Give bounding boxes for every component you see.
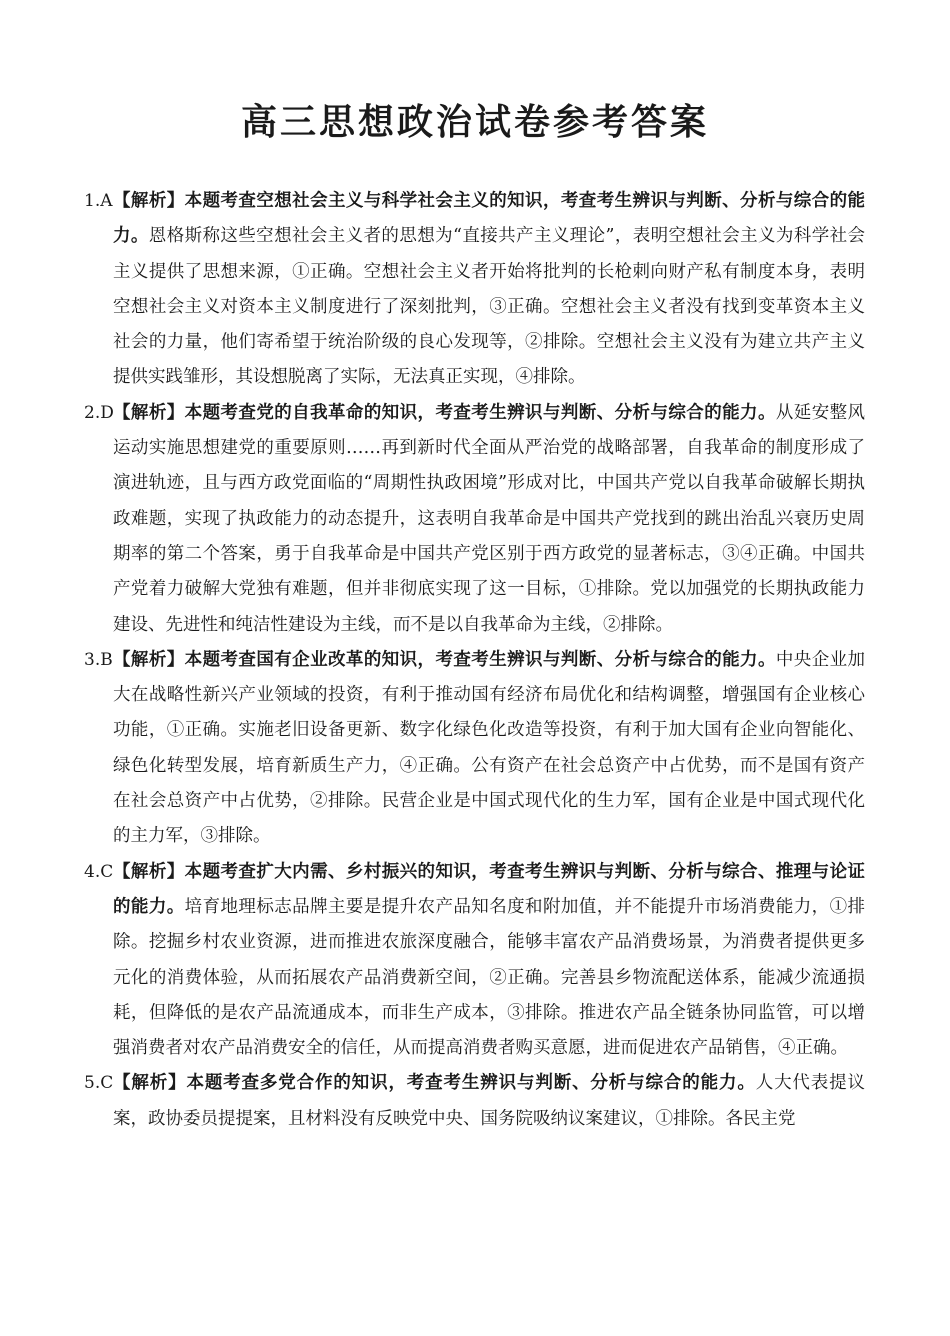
question-number: 1.A: [84, 191, 113, 211]
answer-item-2: [70, 396, 865, 643]
analysis-lead: 本题考查国有企业改革的知识，考查考生辨识与判断、分析与综合的能力。: [184, 649, 776, 670]
analysis-body: 人大代表提议案，政协委员提提案，且材料没有反映党中央、国务院吸纳议案建议，①排除。各民主党: [113, 1073, 866, 1129]
question-number: 5.C: [84, 1073, 114, 1094]
analysis-tag: 【解析】: [113, 402, 185, 423]
question-number: 2.D: [84, 402, 114, 423]
answer-list: [70, 184, 865, 1137]
question-number: 3.B: [84, 649, 113, 670]
analysis-tag: 【解析】: [113, 191, 185, 211]
answer-item-5: [70, 1066, 865, 1137]
analysis-lead: 本题考查党的自我革命的知识，考查考生辨识与判断、分析与综合的能力。: [184, 402, 776, 423]
analysis-tag: 【解析】: [113, 861, 185, 882]
analysis-lead: 本题考查多党合作的知识，考查考生辨识与判断、分析与综合的能力。: [186, 1073, 756, 1094]
answer-item-4: [70, 855, 865, 1067]
analysis-body: 恩格斯称这些空想社会主义者的思想为“直接共产主义理论”，表明空想社会主义为科学社会主义提供了思想来源，①正确。空想社会主义者开始将批判的长枪刺向财产私有制度本身，表明空想社会主义对资本主义制度进行了深刻批判，③正确。空想社会主义者没有找到变革资本主义社会的力量，他们寄希望于统治阶级的良心发现等，②排除。空想社会主义没有为建立共产主义提供实践雏形，其设想脱离了实际，无法真正实现，④排除。: [113, 226, 866, 388]
page-title: 高三思想政治试卷参考答案: [240, 102, 709, 143]
analysis-lead: 本题考查空想社会主义与科学社会主义的知识，考查考生辨识与判断、分析与综合的能力。: [113, 191, 866, 247]
analysis-tag: 【解析】: [113, 649, 185, 670]
analysis-tag: 【解析】: [113, 1073, 187, 1094]
answer-item-1: [70, 184, 865, 396]
answer-item-3: [70, 643, 865, 855]
question-number: 4.C: [84, 861, 114, 882]
analysis-body: 培育地理标志品牌主要是提升农产品知名度和附加值，并不能提升市场消费能力，①排除。挖掘乡村农业资源，进而推进农旅深度融合，能够丰富农产品消费场景，为消费者提供更多元化的消费体验，从而拓展农产品消费新空间，②正确。完善县乡物流配送体系，能减少流通损耗，但降低的是农产品流通成本，而非生产成本，③排除。推进农产品全链条协同监管，可以增强消费者对农产品消费安全的信任，从而提高消费者购买意愿，进而促进农产品销售，④正确。: [113, 896, 866, 1059]
analysis-body: 从延安整风运动实施思想建党的重要原则……再到新时代全面从严治党的战略部署，自我革命的制度形成了演进轨迹，且与西方政党面临的“周期性执政困境”形成对比，中国共产党以自我革命破解长期执政难题，实现了执政能力的动态提升，这表明自我革命是中国共产党找到的跳出治乱兴衰历史周期率的第二个答案，勇于自我革命是中国共产党区别于西方政党的显著标志，③④正确。中国共产党着力破解大党独有难题，但并非彻底实现了这一目标，①排除。党以加强党的长期执政能力建设、先进性和纯洁性建设为主线，而不是以自我革命为主线，②排除。: [113, 402, 866, 635]
analysis-lead: 本题考查扩大内需、乡村振兴的知识，考查考生辨识与判断、分析与综合、推理与论证的能力。: [113, 861, 866, 917]
analysis-body: 中央企业加大在战略性新兴产业领域的投资，有利于推动国有经济布局优化和结构调整，增强国有企业核心功能，①正确。实施老旧设备更新、数字化绿色化改造等投资，有利于加大国有企业向智能化、绿色化转型发展，培育新质生产力，④正确。公有资产在社会总资产中占优势，而不是国有资产在社会总资产中占优势，②排除。民营企业是中国式现代化的生力军，国有企业是中国式现代化的主力军，③排除。: [113, 649, 866, 847]
